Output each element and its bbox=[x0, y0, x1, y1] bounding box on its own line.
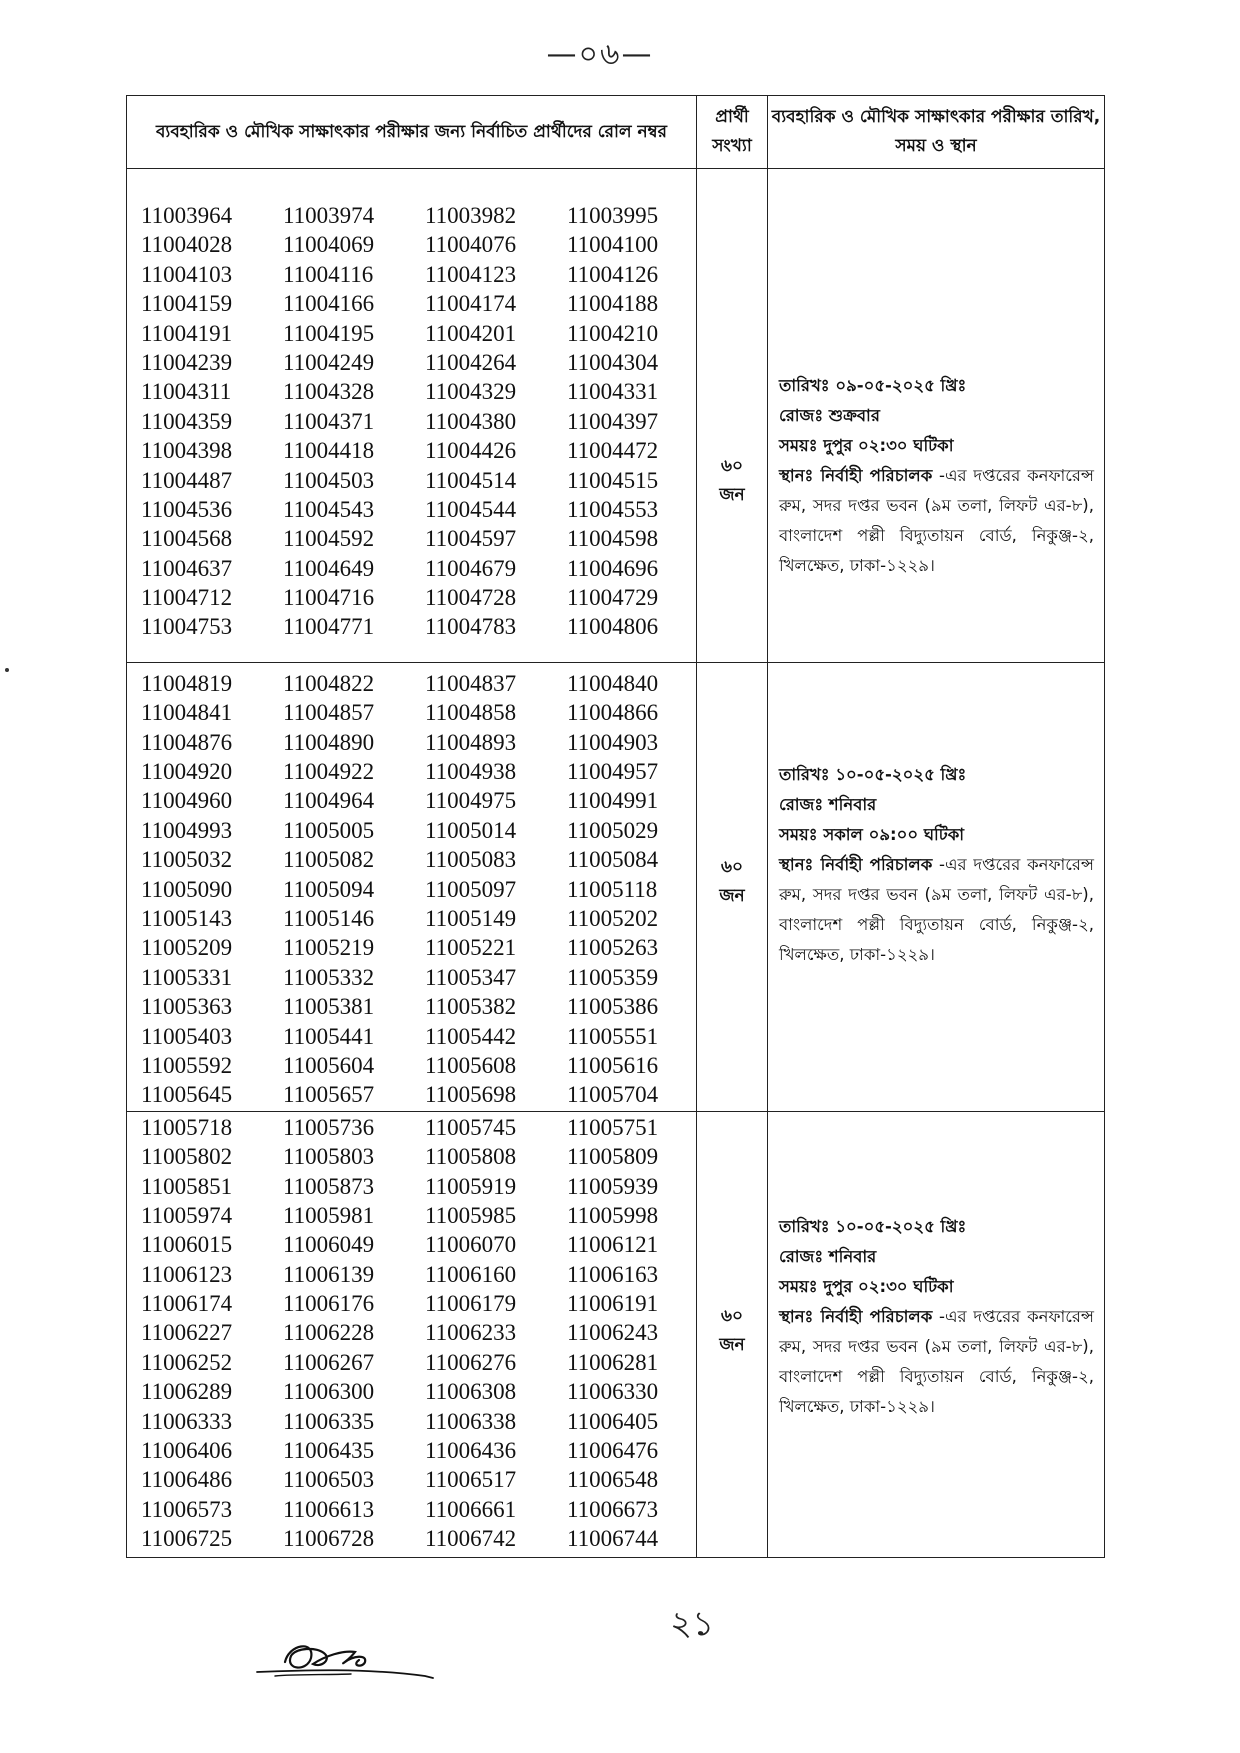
roll-number: 11005381 bbox=[283, 994, 375, 1020]
roll-number: 11004515 bbox=[567, 467, 659, 493]
schedule-block-2 bbox=[127, 662, 1105, 1111]
roll-number: 11006435 bbox=[283, 1438, 375, 1464]
roll-cell bbox=[127, 662, 697, 1111]
roll-number: 11006300 bbox=[283, 1379, 375, 1405]
roll-number: 11004380 bbox=[425, 408, 517, 434]
roll-number: 11004819 bbox=[141, 670, 233, 696]
roll-number: 11004304 bbox=[567, 349, 659, 375]
roll-number: 11004822 bbox=[283, 670, 375, 696]
roll-number: 11005386 bbox=[567, 994, 659, 1020]
roll-number: 11006289 bbox=[141, 1379, 233, 1405]
roll-number: 11004069 bbox=[283, 232, 375, 258]
roll-number: 11005698 bbox=[425, 1082, 517, 1108]
roll-number: 11004123 bbox=[425, 261, 517, 287]
roll-number: 11005209 bbox=[141, 935, 233, 961]
roll-number: 11004188 bbox=[567, 291, 659, 317]
exam-date: তারিখঃ ১০-০৫-২০২৫ খ্রিঃ bbox=[779, 764, 967, 784]
roll-number: 11004592 bbox=[283, 526, 375, 552]
roll-number: 11006281 bbox=[567, 1349, 659, 1375]
roll-grid bbox=[127, 1112, 696, 1557]
roll-number: 11005809 bbox=[567, 1144, 659, 1170]
roll-number: 11006486 bbox=[141, 1467, 233, 1493]
roll-number: 11004938 bbox=[425, 759, 517, 785]
roll-number: 11006333 bbox=[141, 1408, 233, 1434]
roll-number: 11005083 bbox=[425, 847, 517, 873]
roll-number: 11004239 bbox=[141, 349, 233, 375]
roll-number: 11004331 bbox=[567, 379, 659, 405]
roll-cell bbox=[127, 169, 697, 663]
venue-label: স্থানঃ নির্বাহী পরিচালক bbox=[779, 854, 933, 874]
roll-number: 11005608 bbox=[425, 1052, 517, 1078]
roll-number: 11004716 bbox=[283, 585, 375, 611]
roll-number: 11006160 bbox=[425, 1261, 517, 1287]
roll-number: 11004753 bbox=[141, 614, 233, 640]
roll-number: 11004679 bbox=[425, 555, 517, 581]
roll-number: 11005149 bbox=[425, 905, 517, 931]
roll-number: 11005331 bbox=[141, 964, 233, 990]
roll-number: 11004195 bbox=[283, 320, 375, 346]
roll-number: 11005808 bbox=[425, 1144, 517, 1170]
roll-number: 11004359 bbox=[141, 408, 233, 434]
roll-number: 11006405 bbox=[567, 1408, 659, 1434]
roll-number: 11004649 bbox=[283, 555, 375, 581]
roll-number: 11006015 bbox=[141, 1232, 233, 1258]
roll-number: 11004311 bbox=[141, 379, 232, 405]
roll-cell bbox=[127, 1111, 697, 1557]
roll-number: 11006191 bbox=[567, 1291, 659, 1317]
roll-number: 11005657 bbox=[283, 1082, 375, 1108]
roll-number: 11004103 bbox=[141, 261, 233, 287]
roll-number: 11004329 bbox=[425, 379, 517, 405]
exam-venue bbox=[779, 1302, 1094, 1422]
roll-number: 11006049 bbox=[283, 1232, 375, 1258]
roll-number: 11003995 bbox=[567, 203, 659, 228]
roll-number: 11005347 bbox=[425, 964, 517, 990]
roll-number: 11004712 bbox=[141, 585, 233, 611]
roll-number: 11006338 bbox=[425, 1408, 517, 1434]
roll-number: 11005442 bbox=[425, 1023, 517, 1049]
roll-number: 11005084 bbox=[567, 847, 659, 873]
roll-number: 11003982 bbox=[425, 203, 517, 228]
candidate-schedule-table bbox=[126, 95, 1105, 1558]
roll-number: 11004116 bbox=[283, 261, 374, 287]
roll-number: 11004159 bbox=[141, 291, 233, 317]
roll-number: 11005604 bbox=[283, 1052, 375, 1078]
roll-number: 11006123 bbox=[141, 1261, 233, 1287]
roll-number: 11004398 bbox=[141, 438, 233, 464]
roll-number: 11006233 bbox=[425, 1320, 517, 1346]
handwritten-initial: ২১ bbox=[670, 1604, 715, 1644]
roll-number: 11006179 bbox=[425, 1291, 517, 1317]
roll-number: 11004637 bbox=[141, 555, 233, 581]
roll-number: 11004893 bbox=[425, 729, 517, 755]
roll-number: 11004028 bbox=[141, 232, 233, 258]
exam-day: রোজঃ শনিবার bbox=[779, 1246, 877, 1266]
roll-number: 11006139 bbox=[283, 1261, 375, 1287]
roll-number: 11006227 bbox=[141, 1320, 233, 1346]
roll-number: 11004857 bbox=[283, 700, 375, 726]
roll-number: 11004514 bbox=[425, 467, 517, 493]
roll-number: 11004426 bbox=[425, 438, 517, 464]
roll-number: 11005718 bbox=[141, 1114, 233, 1140]
roll-number: 11005873 bbox=[283, 1173, 375, 1199]
roll-number: 11005029 bbox=[567, 817, 659, 843]
candidate-count-unit: জন bbox=[719, 885, 745, 906]
roll-number: 11004536 bbox=[141, 496, 233, 522]
roll-number: 11005616 bbox=[567, 1052, 659, 1078]
roll-number: 11004249 bbox=[283, 349, 375, 375]
roll-number: 11005202 bbox=[567, 905, 659, 931]
roll-number: 11006661 bbox=[425, 1496, 517, 1522]
roll-number: 11006228 bbox=[283, 1320, 375, 1346]
roll-number: 11006728 bbox=[283, 1526, 375, 1552]
roll-number: 11005403 bbox=[141, 1023, 233, 1049]
roll-number: 11005998 bbox=[567, 1202, 659, 1228]
roll-number: 11004191 bbox=[141, 320, 233, 346]
venue-label: স্থানঃ নির্বাহী পরিচালক bbox=[779, 1306, 933, 1326]
roll-number: 11004487 bbox=[141, 467, 233, 493]
roll-number: 11004876 bbox=[141, 729, 233, 755]
roll-number: 11005094 bbox=[283, 876, 375, 902]
roll-number: 11004783 bbox=[425, 614, 517, 640]
exam-time: সময়ঃ দুপুর ০২:৩০ ঘটিকা bbox=[779, 436, 954, 455]
roll-number: 11005005 bbox=[283, 817, 375, 843]
roll-number: 11005939 bbox=[567, 1173, 659, 1199]
roll-number: 11006176 bbox=[283, 1291, 375, 1317]
roll-number: 11006548 bbox=[567, 1467, 659, 1493]
roll-number: 11005363 bbox=[141, 994, 233, 1020]
roll-number: 11006517 bbox=[425, 1467, 517, 1493]
roll-number: 11005745 bbox=[425, 1114, 517, 1140]
roll-number: 11005919 bbox=[425, 1173, 517, 1199]
exam-venue bbox=[779, 461, 1094, 581]
roll-number: 11004418 bbox=[283, 438, 375, 464]
venue-detail: -এর দপ্তরের কনফারেন্স রুম, সদর দপ্তর ভবন (৯ম তলা, লিফট এর-৮), বাংলাদেশ পল্লী বিদ্যুতায়ন বোর্ড, নিকুঞ্জ-২, খিলক্ষেত, ঢাকা-১২২৯। bbox=[779, 466, 1094, 575]
exam-date: তারিখঃ ০৯-০৫-২০২৫ খ্রিঃ bbox=[779, 376, 967, 395]
roll-number: 11006673 bbox=[567, 1496, 659, 1522]
roll-number: 11005146 bbox=[283, 905, 375, 931]
candidate-count-unit: জন bbox=[719, 1334, 745, 1355]
roll-number: 11005751 bbox=[567, 1114, 659, 1140]
roll-number: 11004201 bbox=[425, 320, 517, 346]
roll-number: 11004696 bbox=[567, 555, 659, 581]
schedule-cell bbox=[768, 169, 1105, 663]
roll-number: 11004126 bbox=[567, 261, 659, 287]
roll-number: 11004960 bbox=[141, 788, 233, 814]
exam-time: সময়ঃ দুপুর ০২:৩০ ঘটিকা bbox=[779, 1276, 954, 1296]
roll-number: 11004166 bbox=[283, 291, 375, 317]
roll-number: 11005736 bbox=[283, 1114, 375, 1140]
roll-number: 11005221 bbox=[425, 935, 517, 961]
roll-number: 11004371 bbox=[283, 408, 375, 434]
roll-number: 11004543 bbox=[283, 496, 375, 522]
schedule-cell bbox=[768, 662, 1105, 1111]
header-exam-schedule: ব্যবহারিক ও মৌখিক সাক্ষাৎকার পরীক্ষার তারিখ, সময় ও স্থান bbox=[768, 96, 1105, 169]
roll-number: 11005802 bbox=[141, 1144, 233, 1170]
roll-number: 11005981 bbox=[283, 1202, 375, 1228]
roll-number: 11004771 bbox=[283, 614, 375, 640]
roll-number: 11006335 bbox=[283, 1408, 375, 1434]
roll-number: 11005803 bbox=[283, 1144, 375, 1170]
roll-number: 11004975 bbox=[425, 788, 517, 814]
roll-number: 11005143 bbox=[141, 905, 233, 931]
candidate-count: ৬০ bbox=[720, 1305, 744, 1326]
roll-number: 11005851 bbox=[141, 1173, 233, 1199]
roll-number: 11004837 bbox=[425, 670, 517, 696]
roll-number: 11004597 bbox=[425, 526, 517, 552]
roll-number: 11004866 bbox=[567, 700, 659, 726]
roll-grid bbox=[127, 663, 696, 1111]
roll-number: 11004729 bbox=[567, 585, 659, 611]
exam-venue bbox=[779, 850, 1094, 970]
roll-number: 11004264 bbox=[425, 349, 517, 375]
roll-number: 11004728 bbox=[425, 585, 517, 611]
roll-number: 11004993 bbox=[141, 817, 233, 843]
roll-number: 11004957 bbox=[567, 759, 659, 785]
scan-speck bbox=[5, 668, 9, 672]
roll-number: 11004472 bbox=[567, 438, 659, 464]
roll-number: 11004920 bbox=[141, 759, 233, 785]
roll-number: 11006613 bbox=[283, 1496, 375, 1522]
roll-number: 11004100 bbox=[567, 232, 659, 258]
roll-number: 11006330 bbox=[567, 1379, 659, 1405]
roll-number: 11004568 bbox=[141, 526, 233, 552]
exam-day: রোজঃ শুক্রবার bbox=[779, 406, 880, 425]
roll-number: 11005090 bbox=[141, 876, 233, 902]
roll-number: 11005382 bbox=[425, 994, 517, 1020]
roll-number: 11005032 bbox=[141, 847, 233, 873]
roll-number: 11004903 bbox=[567, 729, 659, 755]
exam-day: রোজঃ শনিবার bbox=[779, 794, 877, 814]
roll-number: 11006503 bbox=[283, 1467, 375, 1493]
roll-number: 11006742 bbox=[425, 1526, 517, 1552]
roll-number: 11006573 bbox=[141, 1496, 233, 1522]
roll-number: 11005118 bbox=[567, 876, 658, 902]
roll-number: 11004544 bbox=[425, 496, 517, 522]
candidate-count: ৬০ bbox=[720, 856, 744, 877]
roll-number: 11006744 bbox=[567, 1526, 659, 1552]
header-roll-numbers: ব্যবহারিক ও মৌখিক সাক্ষাৎকার পরীক্ষার জন্য নির্বাচিত প্রার্থীদের রোল নম্বর bbox=[127, 96, 697, 169]
roll-number: 11004210 bbox=[567, 320, 659, 346]
roll-number: 11005441 bbox=[283, 1023, 375, 1049]
venue-label: স্থানঃ নির্বাহী পরিচালক bbox=[779, 466, 933, 485]
roll-number: 11006308 bbox=[425, 1379, 517, 1405]
roll-number: 11005985 bbox=[425, 1202, 517, 1228]
roll-number: 11004174 bbox=[425, 291, 517, 317]
signature-icon bbox=[255, 1630, 445, 1694]
roll-number: 11004922 bbox=[283, 759, 375, 785]
roll-number: 11006276 bbox=[425, 1349, 517, 1375]
roll-number: 11006406 bbox=[141, 1438, 233, 1464]
roll-number: 11004858 bbox=[425, 700, 517, 726]
roll-number: 11005359 bbox=[567, 964, 659, 990]
roll-number: 11006725 bbox=[141, 1526, 233, 1552]
roll-number: 11004598 bbox=[567, 526, 659, 552]
roll-number: 11006174 bbox=[141, 1291, 233, 1317]
roll-number: 11005551 bbox=[567, 1023, 659, 1049]
roll-number: 11003964 bbox=[141, 203, 233, 228]
exam-time: সময়ঃ সকাল ০৯:০০ ঘটিকা bbox=[779, 824, 965, 844]
roll-number: 11004553 bbox=[567, 496, 659, 522]
roll-number: 11006476 bbox=[567, 1438, 659, 1464]
candidate-count-unit: জন bbox=[719, 485, 745, 505]
schedule-cell bbox=[768, 1111, 1105, 1557]
roll-number: 11004991 bbox=[567, 788, 659, 814]
roll-number: 11006436 bbox=[425, 1438, 517, 1464]
venue-detail: -এর দপ্তরের কনফারেন্স রুম, সদর দপ্তর ভবন (৯ম তলা, লিফট এর-৮), বাংলাদেশ পল্লী বিদ্যুতায়ন বোর্ড, নিকুঞ্জ-২, খিলক্ষেত, ঢাকা-১২২৯। bbox=[779, 1306, 1094, 1416]
exam-date: তারিখঃ ১০-০৫-২০২৫ খ্রিঃ bbox=[779, 1216, 967, 1236]
roll-number: 11006243 bbox=[567, 1320, 659, 1346]
roll-number: 11005219 bbox=[283, 935, 375, 961]
roll-number: 11004076 bbox=[425, 232, 517, 258]
roll-number: 11005097 bbox=[425, 876, 517, 902]
roll-number: 11004841 bbox=[141, 700, 233, 726]
roll-number: 11006267 bbox=[283, 1349, 375, 1375]
roll-number: 11004503 bbox=[283, 467, 375, 493]
schedule-block-3 bbox=[127, 1111, 1105, 1557]
roll-number: 11003974 bbox=[283, 203, 375, 228]
roll-number: 11004840 bbox=[567, 670, 659, 696]
roll-number: 11005645 bbox=[141, 1082, 233, 1108]
roll-grid bbox=[127, 169, 696, 662]
roll-number: 11004328 bbox=[283, 379, 375, 405]
roll-number: 11004397 bbox=[567, 408, 659, 434]
schedule-block-1 bbox=[127, 169, 1105, 663]
roll-number: 11006070 bbox=[425, 1232, 517, 1258]
roll-number: 11005263 bbox=[567, 935, 659, 961]
page-number: —০৬— bbox=[546, 37, 654, 72]
roll-number: 11005974 bbox=[141, 1202, 233, 1228]
roll-number: 11005082 bbox=[283, 847, 375, 873]
roll-number: 11004964 bbox=[283, 788, 375, 814]
candidate-count: ৬০ bbox=[720, 456, 744, 476]
roll-number: 11006121 bbox=[567, 1232, 659, 1258]
roll-number: 11004890 bbox=[283, 729, 375, 755]
roll-number: 11006252 bbox=[141, 1349, 233, 1375]
roll-number: 11005014 bbox=[425, 817, 517, 843]
roll-number: 11004806 bbox=[567, 614, 659, 640]
roll-number: 11005704 bbox=[567, 1082, 659, 1108]
venue-detail: -এর দপ্তরের কনফারেন্স রুম, সদর দপ্তর ভবন (৯ম তলা, লিফট এর-৮), বাংলাদেশ পল্লী বিদ্যুতায়ন বোর্ড, নিকুঞ্জ-২, খিলক্ষেত, ঢাকা-১২২৯। bbox=[779, 854, 1094, 964]
roll-number: 11006163 bbox=[567, 1261, 659, 1287]
roll-number: 11005592 bbox=[141, 1052, 233, 1078]
header-candidate-count: প্রার্থী সংখ্যা bbox=[697, 96, 768, 169]
table-header-row bbox=[127, 96, 1105, 169]
roll-number: 11005332 bbox=[283, 964, 375, 990]
